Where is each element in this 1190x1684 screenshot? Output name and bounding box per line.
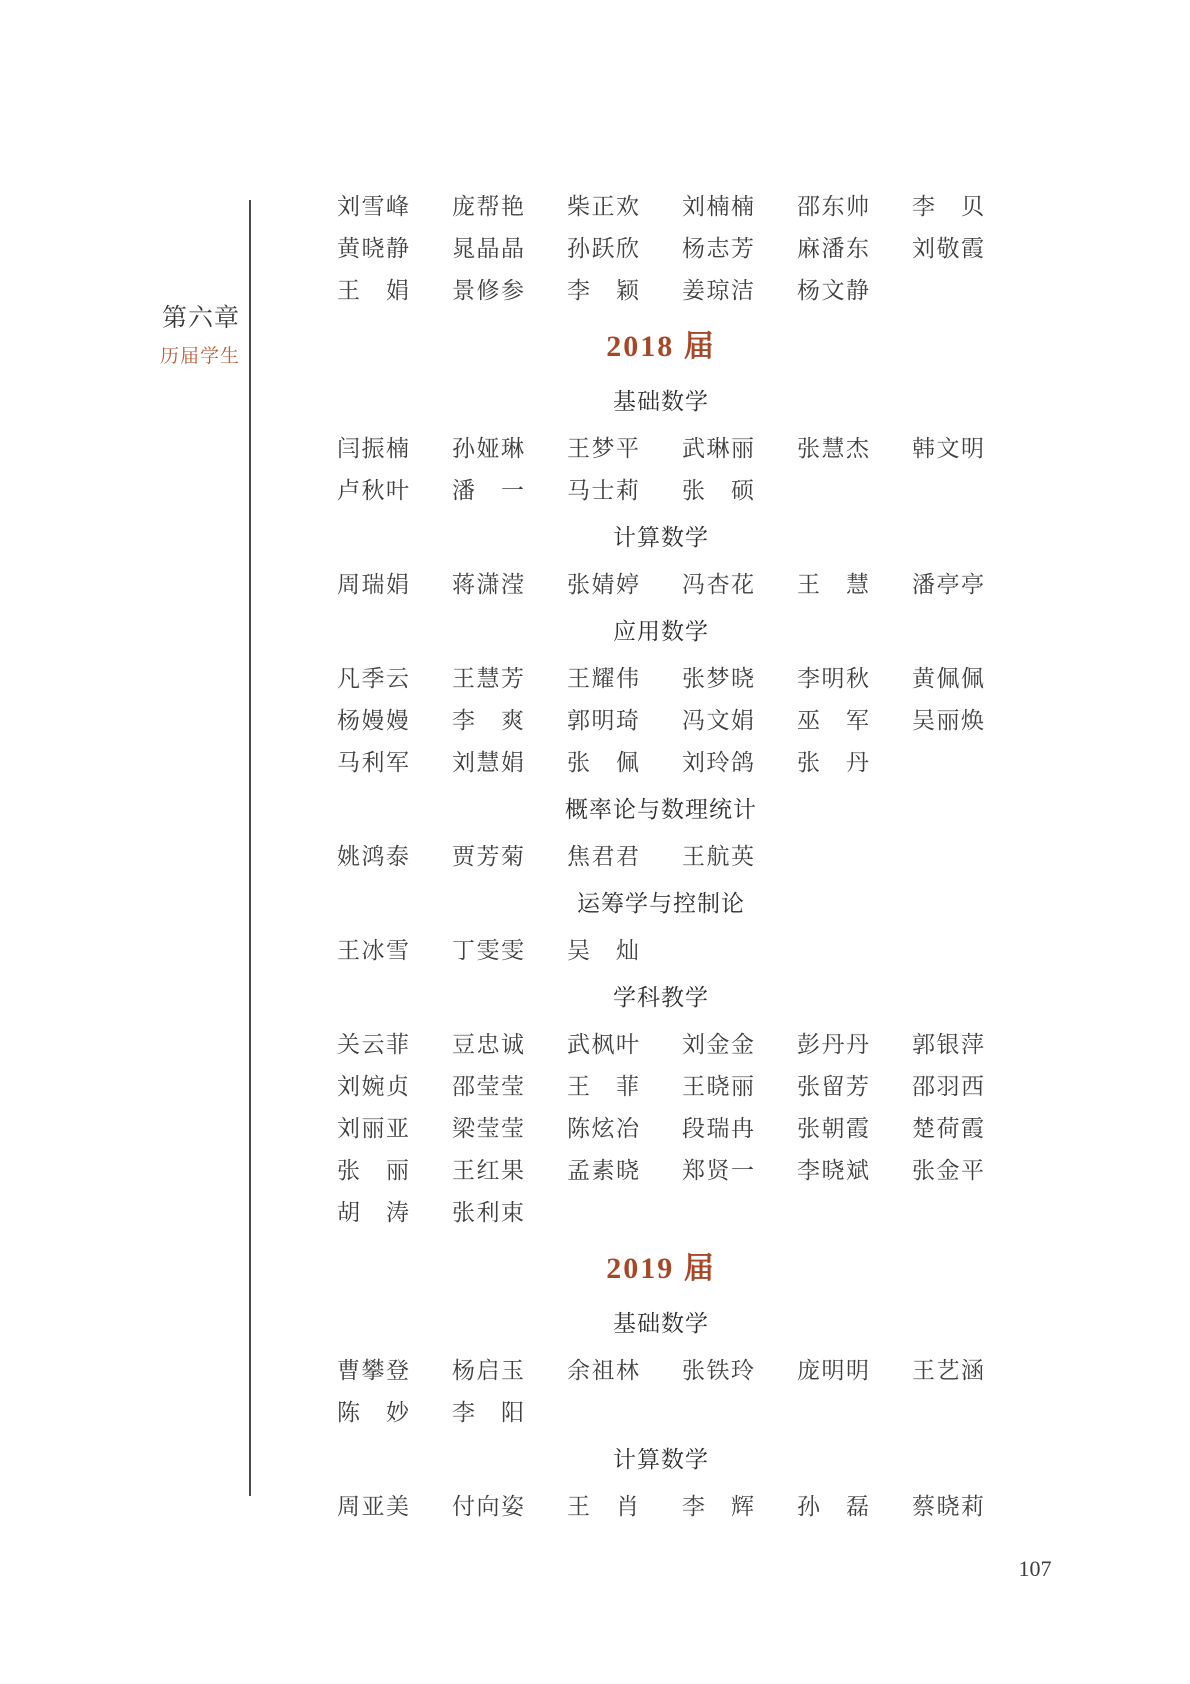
student-name: 晁晶晶: [452, 235, 524, 261]
cohort-year-label: 2019 届: [606, 1252, 716, 1285]
student-row: [337, 1189, 985, 1231]
student-name: 邵莹莹: [452, 1073, 524, 1099]
cohort-year-header: [337, 1231, 985, 1295]
major-header: 计算数学: [613, 1445, 709, 1472]
major-header: 概率论与数理统计: [565, 795, 757, 822]
student-name: 邵东帅: [797, 193, 869, 219]
student-name: 梁莹莹: [452, 1115, 524, 1141]
student-row: [337, 927, 985, 969]
major-header: 基础数学: [613, 387, 709, 414]
student-row: [337, 267, 985, 309]
student-name: 凡季云: [337, 665, 409, 691]
student-row: [337, 1347, 985, 1389]
student-row: [337, 1021, 985, 1063]
student-name: 张梦晓: [682, 665, 754, 691]
student-name: 周瑞娟: [337, 571, 409, 597]
chapter-subtitle: 历届学生: [159, 346, 240, 367]
student-name: 巫 军: [797, 707, 869, 733]
student-name: 闫振楠: [337, 435, 409, 461]
student-name: 丁雯雯: [452, 937, 524, 963]
student-row: [337, 1389, 985, 1431]
student-name: 张慧杰: [797, 435, 869, 461]
student-name: 姚鸿泰: [337, 843, 409, 869]
student-name: 刘楠楠: [682, 193, 754, 219]
student-row: [337, 1483, 985, 1525]
student-name: 景修参: [452, 277, 524, 303]
student-row: [337, 1105, 985, 1147]
student-name: 蔡晓莉: [912, 1493, 984, 1519]
student-name: 余祖林: [567, 1357, 639, 1383]
student-name: 李 贝: [912, 193, 984, 219]
student-name: 豆忠诚: [452, 1031, 524, 1057]
student-roster: [337, 183, 985, 1525]
student-name: 刘丽亚: [337, 1115, 409, 1141]
chapter-divider-line: [249, 200, 251, 1496]
student-name: 冯文娟: [682, 707, 754, 733]
student-name: 贾芳菊: [452, 843, 524, 869]
student-name: 冯杏花: [682, 571, 754, 597]
student-name: 武琳丽: [682, 435, 754, 461]
student-name: 王耀伟: [567, 665, 639, 691]
student-name: 庞明明: [797, 1357, 869, 1383]
student-name: 王 慧: [797, 571, 869, 597]
student-name: 胡 涛: [337, 1199, 409, 1225]
student-name: 李 阳: [452, 1399, 524, 1425]
student-name: 刘金金: [682, 1031, 754, 1057]
cohort-year-header: [337, 309, 985, 373]
student-name: 黄晓静: [337, 235, 409, 261]
student-name: 郭明琦: [567, 707, 639, 733]
student-name: 杨嫚嫚: [337, 707, 409, 733]
student-name: 陈 妙: [337, 1399, 409, 1425]
chapter-label: 第六章: [161, 305, 240, 332]
student-name: 李 爽: [452, 707, 524, 733]
student-name: 郭银萍: [912, 1031, 984, 1057]
student-name: 王慧芳: [452, 665, 524, 691]
student-name: 邵羽西: [912, 1073, 984, 1099]
student-row: [337, 833, 985, 875]
major-header: 学科教学: [613, 983, 709, 1010]
student-row: [337, 1147, 985, 1189]
page-number: 107: [1018, 1556, 1052, 1581]
student-name: 刘雪峰: [337, 193, 409, 219]
student-row: [337, 697, 985, 739]
student-name: 张 丹: [797, 749, 869, 775]
student-name: 杨志芳: [682, 235, 754, 261]
student-name: 庞帮艳: [452, 193, 524, 219]
student-name: 王 肖: [567, 1493, 639, 1519]
student-name: 姜琼洁: [682, 277, 754, 303]
student-name: 张 佩: [567, 749, 639, 775]
student-name: 刘婉贞: [337, 1073, 409, 1099]
student-name: 孙跃欣: [567, 235, 639, 261]
student-row: [337, 739, 985, 781]
student-name: 蒋潇滢: [452, 571, 524, 597]
student-name: 潘 一: [452, 477, 524, 503]
student-name: 焦君君: [567, 843, 639, 869]
student-name: 彭丹丹: [797, 1031, 869, 1057]
student-name: 张婧婷: [567, 571, 639, 597]
student-name: 韩文明: [912, 435, 984, 461]
major-header: 基础数学: [613, 1309, 709, 1336]
student-name: 吴丽焕: [912, 707, 984, 733]
student-name: 张金平: [912, 1157, 984, 1183]
student-name: 柴正欢: [567, 193, 639, 219]
student-name: 段瑞冉: [682, 1115, 754, 1141]
student-name: 黄佩佩: [912, 665, 984, 691]
student-name: 付向姿: [452, 1493, 524, 1519]
cohort-year-label: 2018 届: [606, 330, 716, 363]
student-name: 王红果: [452, 1157, 524, 1183]
student-name: 潘亭亭: [912, 571, 984, 597]
student-name: 杨文静: [797, 277, 869, 303]
student-name: 王航英: [682, 843, 754, 869]
student-name: 王艺涵: [912, 1357, 984, 1383]
student-name: 李晓斌: [797, 1157, 869, 1183]
student-name: 王 菲: [567, 1073, 639, 1099]
student-name: 孙娅琳: [452, 435, 524, 461]
major-header: 计算数学: [613, 523, 709, 550]
student-name: 张 丽: [337, 1157, 409, 1183]
student-row: [337, 425, 985, 467]
student-name: 周亚美: [337, 1493, 409, 1519]
student-name: 张铁玲: [682, 1357, 754, 1383]
student-name: 李 辉: [682, 1493, 754, 1519]
student-name: 刘慧娟: [452, 749, 524, 775]
student-row: [337, 1063, 985, 1105]
student-name: 曹攀登: [337, 1357, 409, 1383]
student-name: 马利军: [337, 749, 409, 775]
student-name: 楚荷霞: [912, 1115, 984, 1141]
student-row: [337, 655, 985, 697]
student-name: 吴 灿: [567, 937, 639, 963]
student-name: 王 娟: [337, 277, 409, 303]
student-name: 李明秋: [797, 665, 869, 691]
student-name: 麻潘东: [797, 235, 869, 261]
student-name: 刘玲鸽: [682, 749, 754, 775]
student-name: 孙 磊: [797, 1493, 869, 1519]
student-name: 刘敬霞: [912, 235, 984, 261]
student-name: 张利束: [452, 1199, 524, 1225]
student-row: [337, 183, 985, 225]
student-name: 李 颖: [567, 277, 639, 303]
student-row: [337, 467, 985, 509]
student-name: 孟素晓: [567, 1157, 639, 1183]
student-name: 卢秋叶: [337, 477, 409, 503]
student-name: 王冰雪: [337, 937, 409, 963]
student-name: 陈炫冶: [567, 1115, 639, 1141]
student-row: [337, 561, 985, 603]
student-name: 关云菲: [337, 1031, 409, 1057]
student-name: 张留芳: [797, 1073, 869, 1099]
student-row: [337, 225, 985, 267]
student-name: 王梦平: [567, 435, 639, 461]
major-header: 应用数学: [613, 617, 709, 644]
student-name: 张 硕: [682, 477, 754, 503]
student-name: 武枫叶: [567, 1031, 639, 1057]
student-name: 马士莉: [567, 477, 639, 503]
student-name: 杨启玉: [452, 1357, 524, 1383]
student-name: 张朝霞: [797, 1115, 869, 1141]
student-name: 王晓丽: [682, 1073, 754, 1099]
student-name: 郑贤一: [682, 1157, 754, 1183]
major-header: 运筹学与控制论: [577, 889, 745, 916]
